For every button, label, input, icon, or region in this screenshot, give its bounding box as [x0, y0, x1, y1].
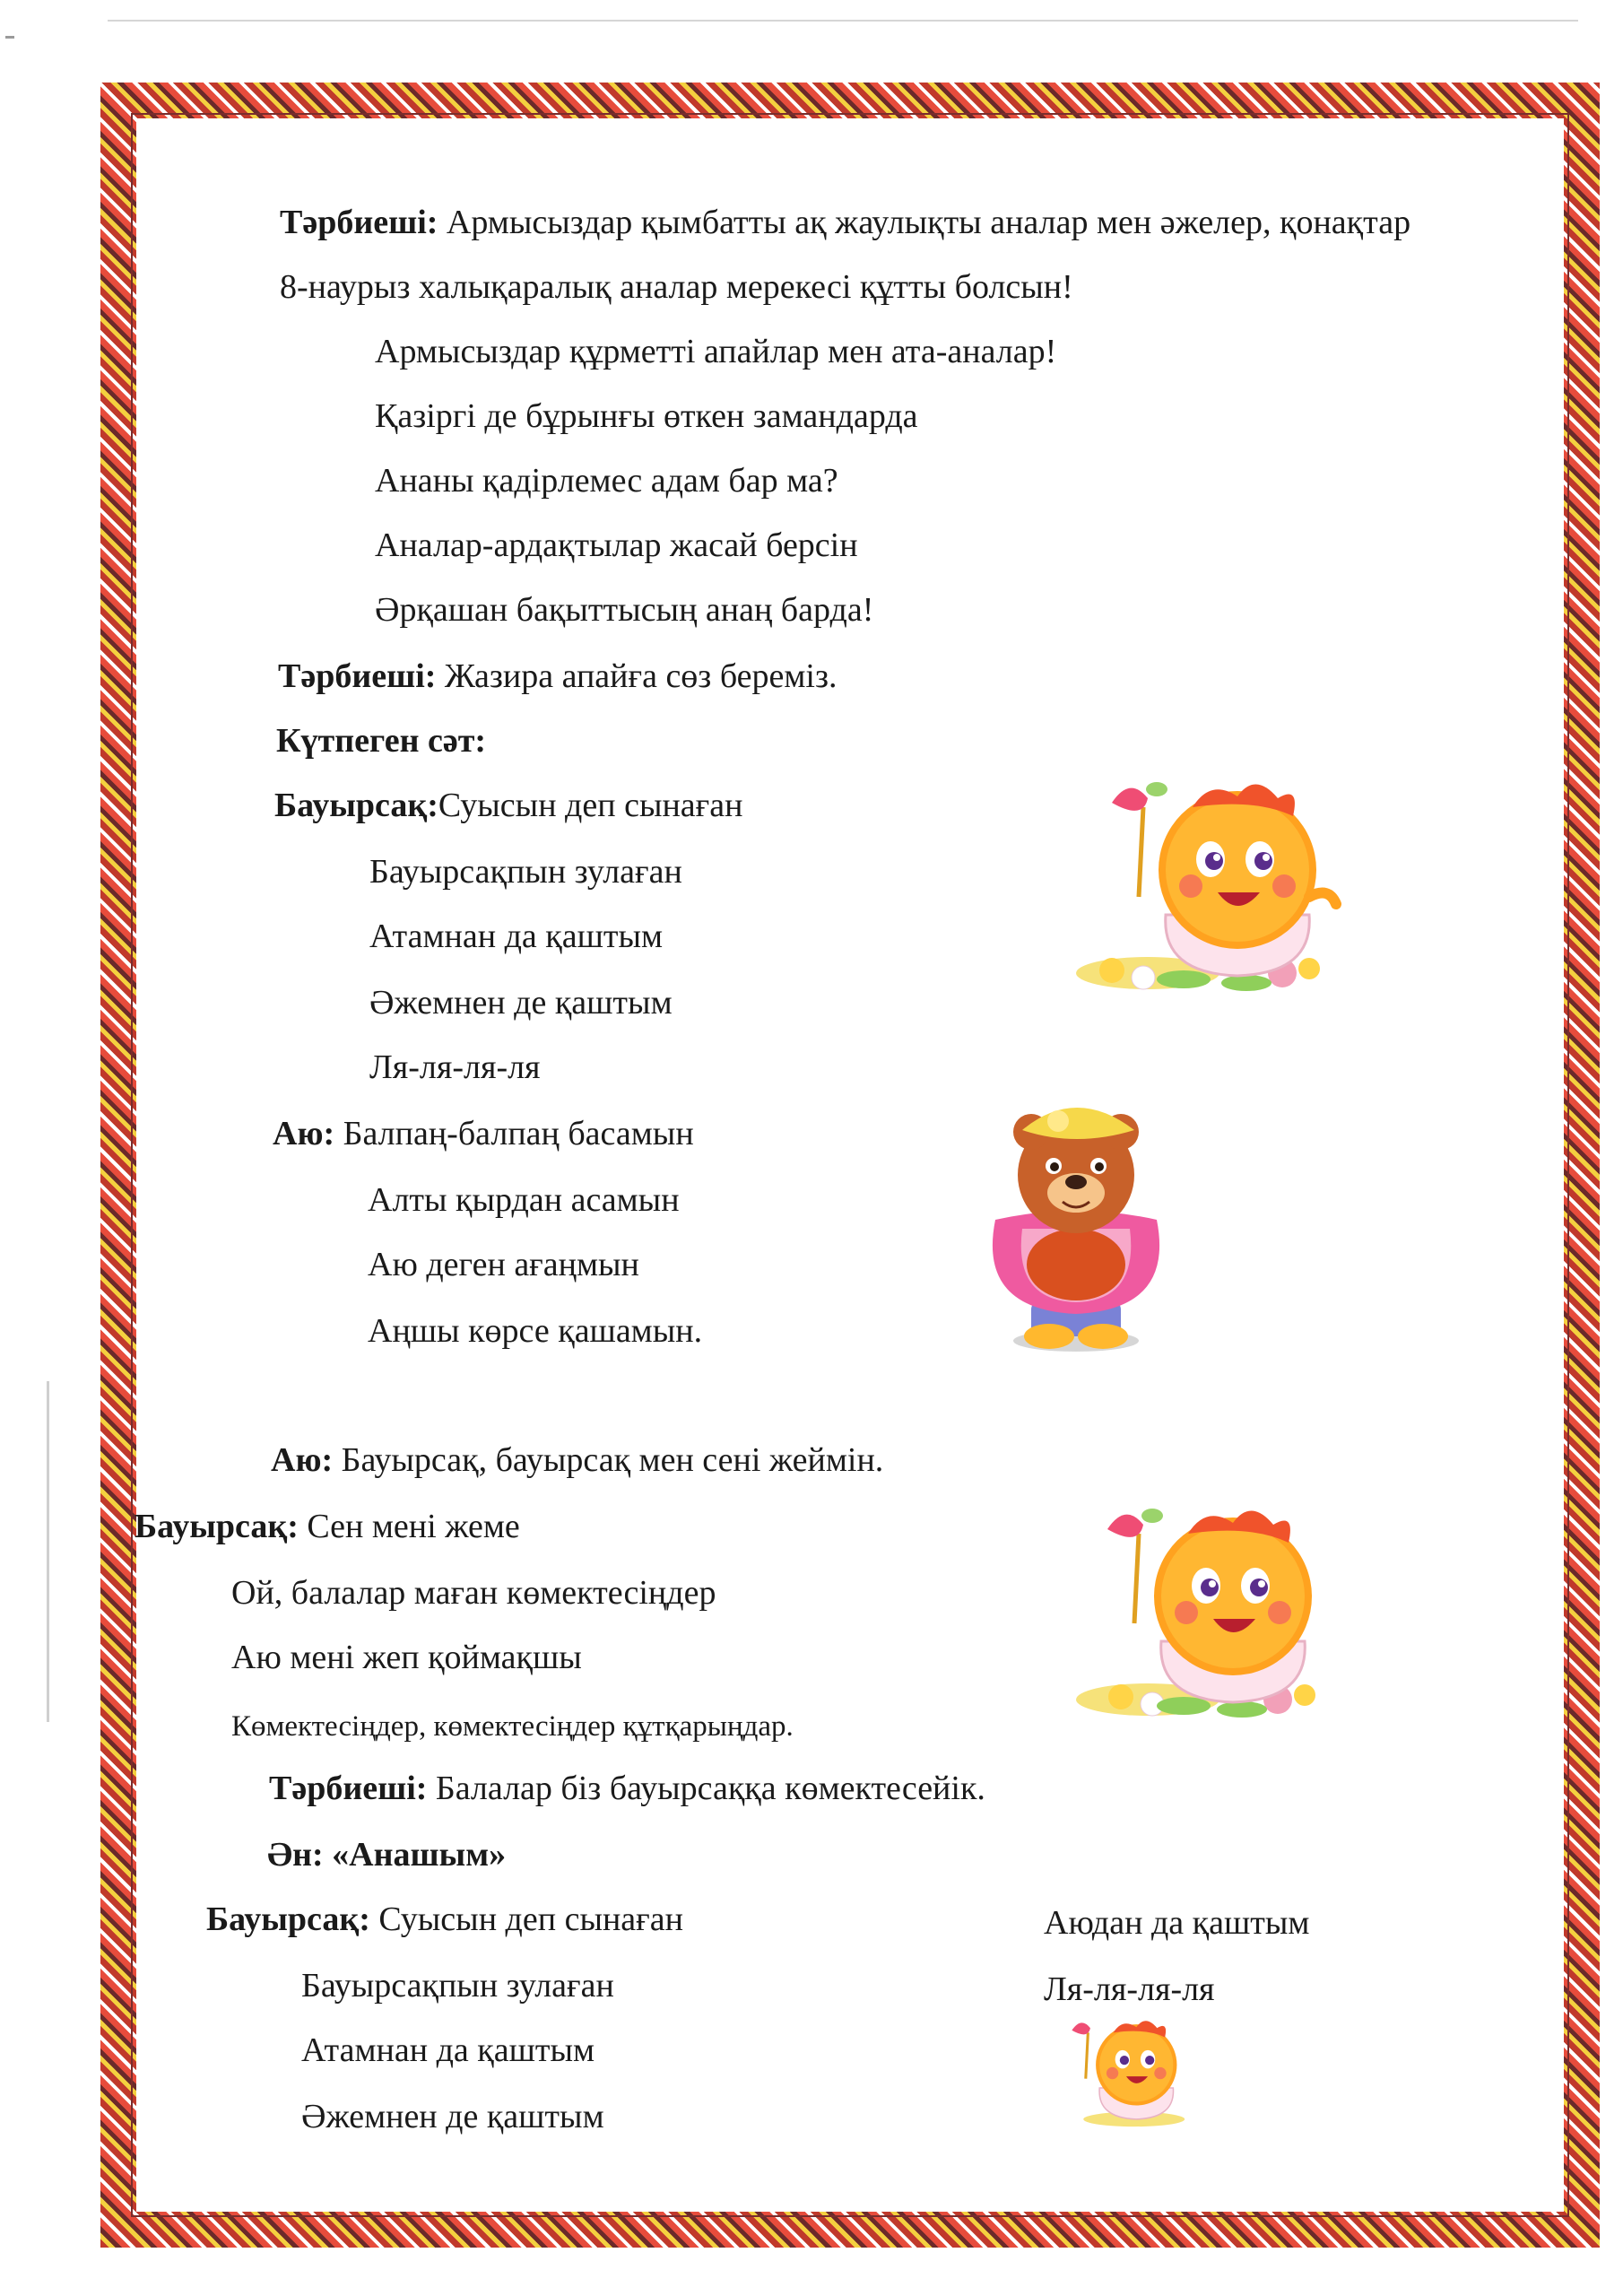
line-text: Жазира апайға сөз береміз. [436, 657, 838, 695]
speaker-label: Тәрбиеші: [278, 657, 437, 695]
speaker-label: Аю: [273, 1115, 335, 1152]
speaker-label: Тәрбиеші: [269, 1770, 428, 1807]
text-line [273, 1114, 694, 1155]
line-text: Алты қырдан асамын [368, 1181, 680, 1219]
text-line [231, 1638, 582, 1679]
text-line [274, 786, 742, 827]
text-line [135, 1507, 520, 1548]
speaker-label: Бауырсақ: [206, 1900, 370, 1938]
line-text: Көмектесіңдер, көмектесіңдер құтқарыңдар. [231, 1710, 794, 1743]
line-text: Бауырсақпын зулаған [301, 1967, 614, 2005]
text-line [206, 1900, 683, 1941]
line-text: Бауырсақ, бауырсақ мен сені жеймін. [333, 1441, 884, 1479]
text-line [276, 721, 486, 762]
speaker-label: Тәрбиеші: [280, 204, 438, 241]
text-line [1044, 1970, 1215, 2011]
line-text: Суысын деп сынаған [438, 787, 743, 824]
speaker-label: Бауырсақ: [135, 1508, 299, 1545]
scan-top-line [108, 20, 1578, 22]
speaker-label: Бауырсақ: [274, 787, 438, 824]
line-text: Бауырсақпын зулаған [369, 853, 682, 891]
bauyrsak-character-illustration [1058, 771, 1390, 996]
line-text: Ля-ля-ля-ля [1044, 1970, 1215, 2008]
text-line [269, 1769, 985, 1810]
text-line [375, 332, 1056, 373]
scan-speck [5, 36, 14, 39]
line-text: Аналар-ардақтылар жасай берсін [375, 526, 858, 564]
text-line [231, 1573, 716, 1614]
line-text: Аңшы көрсе қашамын. [368, 1312, 703, 1350]
line-text: Әрқашан бақыттысың анаң барда! [375, 591, 874, 629]
text-line [1044, 1903, 1309, 1944]
line-text: 8-наурыз халықаралық аналар мерекесі құтты болсын! [280, 268, 1073, 306]
scan-edge-line [47, 1381, 49, 1722]
speaker-label: Күтпеген сәт: [276, 722, 487, 760]
text-line [267, 1835, 506, 1876]
line-text: Ананы қадірлемес адам бар ма? [375, 462, 838, 500]
line-text: Аюдан да қаштым [1044, 1904, 1310, 1942]
text-line [368, 1180, 680, 1222]
line-text: Армысыздар құрметті апайлар мен ата-аналар! [375, 333, 1057, 370]
line-text: Суысын деп сынаған [369, 1900, 683, 1938]
text-line [271, 1440, 883, 1482]
line-text: Қазіргі де бұрынғы өткен замандарда [375, 397, 918, 435]
line-text: Атамнан да қаштым [301, 2031, 595, 2069]
text-line [369, 1048, 541, 1089]
line-text: Балпаң-балпаң басамын [334, 1115, 694, 1152]
line-text: Аю деген ағаңмын [368, 1246, 639, 1283]
text-line [231, 1709, 794, 1745]
text-line [375, 590, 873, 631]
speaker-label: Ән: «Анашым» [267, 1836, 507, 1874]
bear-character-illustration [959, 1094, 1193, 1354]
line-text: Аю мені жеп қоймақшы [231, 1639, 582, 1676]
line-text: Әжемнен де қаштым [369, 984, 673, 1022]
text-line [280, 203, 1410, 244]
line-text: Атамнан да қаштым [369, 918, 664, 955]
text-line [301, 2097, 604, 2138]
text-line [301, 1966, 614, 2007]
line-text: Армысыздар қымбатты ақ жаулықты аналар мен әжелер, қонақтар [438, 204, 1411, 241]
text-line [375, 526, 858, 567]
text-line [368, 1245, 639, 1286]
text-line [280, 267, 1073, 309]
bauyrsak-character-small-illustration [1042, 2009, 1212, 2135]
line-text: Ой, балалар маған көмектесіңдер [231, 1574, 716, 1612]
text-line [278, 657, 838, 698]
line-text: Балалар біз бауырсаққа көмектесейік. [427, 1770, 985, 1807]
line-text: Әжемнен де қаштым [301, 2098, 604, 2135]
bauyrsak-character-illustration [1049, 1498, 1381, 1722]
line-text: Ля-ля-ля-ля [369, 1048, 541, 1086]
text-line [369, 852, 682, 893]
line-text: Сен мені жеме [298, 1508, 520, 1545]
text-line [301, 2031, 595, 2072]
text-line [375, 461, 838, 502]
text-line [369, 983, 673, 1024]
text-line [375, 396, 918, 438]
speaker-label: Аю: [271, 1441, 334, 1479]
text-line [369, 917, 663, 958]
text-line [368, 1311, 702, 1352]
